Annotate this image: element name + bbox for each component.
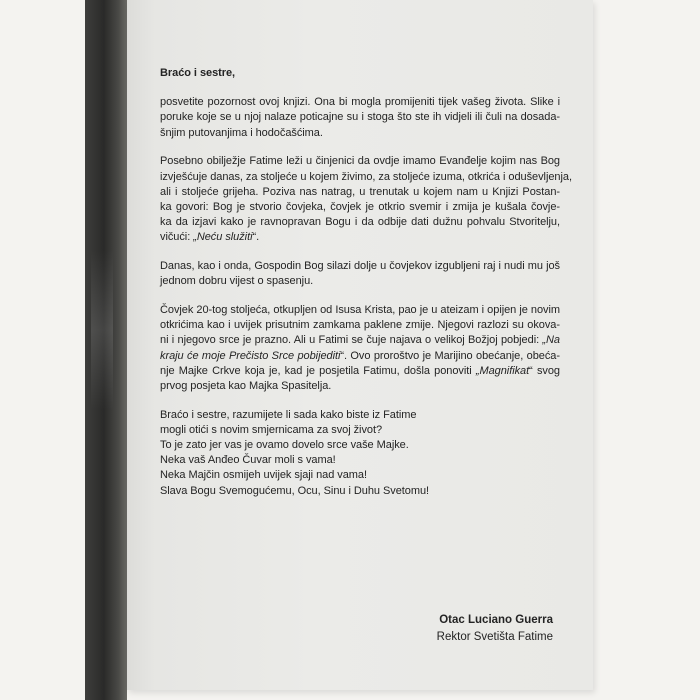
signature-block xyxy=(437,612,553,646)
paragraph-4 xyxy=(160,303,560,394)
text-segment: “ svog xyxy=(529,364,560,377)
quote-italic: „Neću služiti xyxy=(193,231,253,244)
letter-body xyxy=(160,66,572,512)
book-page xyxy=(127,0,593,690)
text-line: Braćo i sestre, razumijete li sada kako biste iz Fatime xyxy=(160,408,417,421)
paragraph-1 xyxy=(160,95,560,141)
text-line xyxy=(160,333,560,348)
text-line: ka da izjavi kako je ravnopravan Bogu i da odbije dati dužnu pohvalu Stvoritelju, xyxy=(160,216,560,229)
signature-title: Rektor Svetišta Fatime xyxy=(436,631,553,643)
text-line: To je zato jer vas je ovamo dovelo srce vaše Majke. xyxy=(160,439,409,452)
quote-italic: kraju će moje Prečisto Srce pobijediti xyxy=(160,349,341,362)
paragraph-5 xyxy=(160,408,560,499)
text-line: ali i stoljeće grijeha. Poziva nas natrag, u trenutak u kojem nam u Knjizi Postan- xyxy=(160,185,560,198)
text-segment: “. Ovo proroštvo je Marijino obećanje, obeća- xyxy=(340,349,560,362)
text-line: šnjim putovanjima i hodočašćima. xyxy=(160,126,323,139)
text-line: ka govori: Bog je stvorio čovjeka, čovjek je otkrio svemir i zmija je kušala čovje- xyxy=(160,200,560,213)
text-segment: ni i njegovo srce je prazno. Ali u Fatimi se čuje najava o velikoj Božjoj pobjedi: xyxy=(160,334,543,347)
paragraph-3 xyxy=(160,259,560,289)
text-line: izvješćuje danas, za stoljeće u kojem živimo, za stoljeće izuma, otkrića i oduševljenja, xyxy=(160,170,572,183)
text-line: Posebno obilježje Fatime leži u činjenici da ovdje imamo Evanđelje kojim nas Bog xyxy=(160,155,560,168)
text-line: jednom dobru vijest o spasenju. xyxy=(160,275,314,288)
text-line: Neka vaš Anđeo Čuvar moli s vama! xyxy=(160,454,336,467)
text-line: prvog posjeta kao Majka Spasitelja. xyxy=(160,379,332,392)
quote-italic: „Magnifikat xyxy=(475,364,530,377)
text-segment: vičući: xyxy=(160,231,194,244)
text-line: Slava Bogu Svemogućemu, Ocu, Sinu i Duhu Svetomu! xyxy=(160,484,430,497)
text-segment: “. xyxy=(252,231,260,244)
book-binding xyxy=(85,0,127,700)
paragraph-2 xyxy=(160,154,572,245)
text-line xyxy=(160,364,560,379)
quote-italic: „Na xyxy=(542,334,560,347)
signature-name: Otac Luciano Guerra xyxy=(439,614,553,626)
text-line: Neka Majčin osmijeh uvijek sjaji nad vama! xyxy=(160,469,367,482)
text-line: otkrićima kao i uvijek prisutnim zamkama paklene zmije. Njegovi razlozi su okova- xyxy=(160,319,560,332)
text-segment: nje Majke Crkve koja je, kad je posjetila Fatimu, došla ponoviti xyxy=(160,364,476,377)
letter-greeting: Braćo i sestre, xyxy=(160,67,236,79)
text-line: mogli otići s novim smjernicama za svoj život? xyxy=(160,423,383,436)
text-line: Danas, kao i onda, Gospodin Bog silazi dolje u čovjekov izgubljeni raj i nudi mu još xyxy=(160,260,560,273)
text-line: poruke koje se u njoj nalaze poticajne su i stoga što ste ih vidjeli ili čuli na dosada- xyxy=(160,111,560,124)
text-line xyxy=(160,230,560,245)
text-line: Čovjek 20-tog stoljeća, otkupljen od Isusa Krista, pao je u ateizam i opijen je novim xyxy=(160,303,560,316)
text-line xyxy=(160,349,560,364)
text-line: posvetite pozornost ovoj knjizi. Ona bi mogla promijeniti tijek vašeg života. Slike i xyxy=(160,96,560,109)
